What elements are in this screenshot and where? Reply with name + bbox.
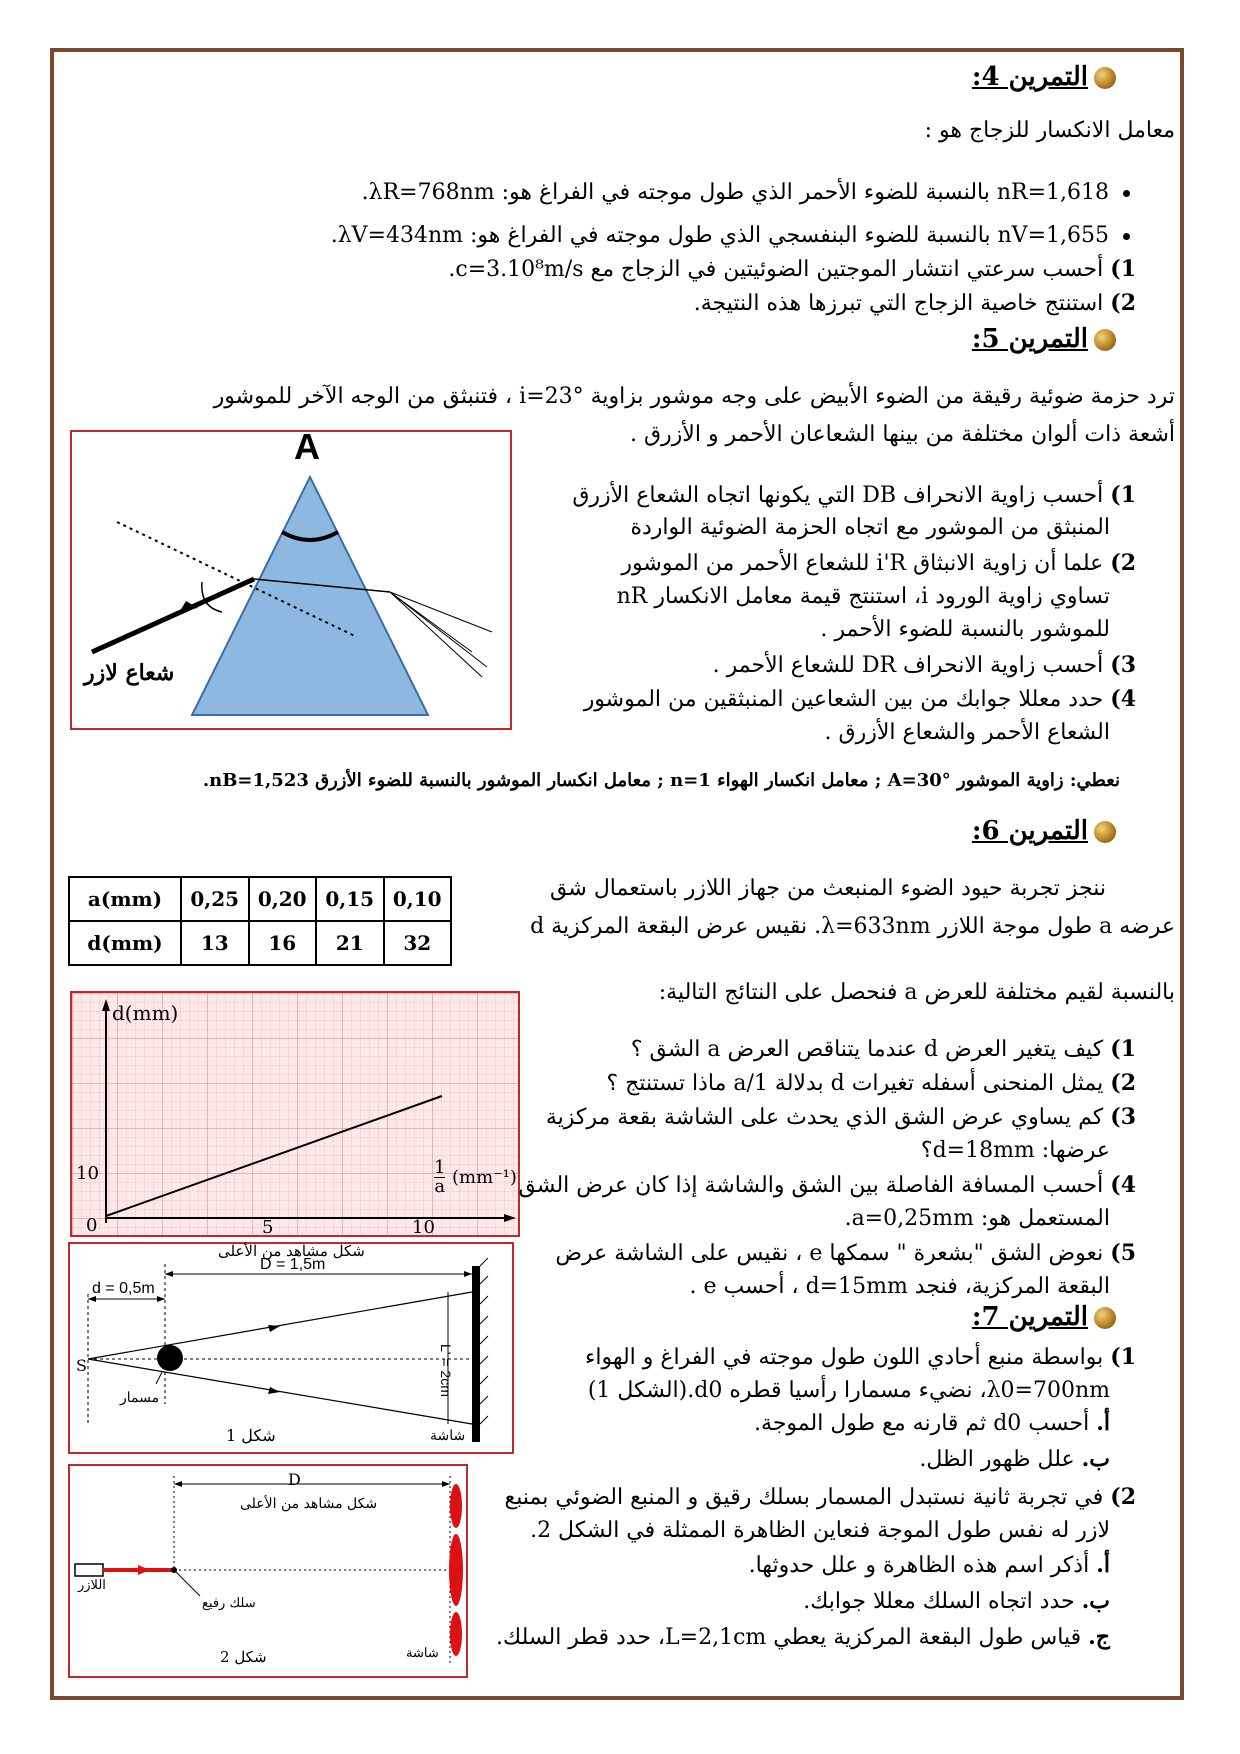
graph-xlabel-unit: (mm⁻¹) [452, 1167, 517, 1188]
graph-xtick-0: 0 [86, 1215, 98, 1236]
table-head-d: d(mm) [69, 921, 181, 965]
table-cell: 32 [384, 921, 452, 965]
ex7-q2-a: أ. أذكر اسم هذه الظاهرة و علل حدوثها. [748, 1552, 1110, 1578]
fig2-laser-label: اللازر [78, 1578, 106, 1593]
ex4-title: التمرين 4: [972, 62, 1116, 92]
fig2-D-label: D [288, 1470, 301, 1489]
ex5-para-1: ترد حزمة ضوئية رقيقة من الضوء الأبيض على وجه موشور بزاوية i=23° ، فتنبثق من الوجه الآخر للموشور [213, 384, 1175, 409]
graph-xtick-10: 10 [412, 1217, 435, 1238]
graph-xlabel-fraction: 1 a [434, 1157, 446, 1197]
ex7-q2-c: ج. قياس طول البقعة المركزية يعطي L=2,1cm، حدد قطر السلك. [496, 1624, 1110, 1650]
graph-figure [70, 991, 520, 1237]
table-row [69, 877, 451, 921]
fig1-nail-label: مسمار [120, 1390, 160, 1406]
bullet-dot-icon [1123, 190, 1130, 197]
ex7-q2-line1: 2) في تجربة ثانية نستبدل المسمار بسلك رقيق و المنبع الضوئي بمنبع [504, 1484, 1136, 1510]
fig1-L-label: L' = 2cm [438, 1344, 454, 1397]
ex5-q2-line2: تساوي زاوية الورود i، استنتج قيمة معامل الانكسار nR [616, 584, 1110, 609]
ex6-q5-line2: البقعة المركزية، فنجد d=15mm ، أحسب e . [689, 1274, 1110, 1299]
ex7-q1-line2: λ0=700nm، نضيء مسمارا رأسيا قطره d0.(الشكل 1) [587, 1378, 1110, 1403]
table-cell: 0,25 [181, 877, 249, 921]
ex7-q1-line1: 1) بواسطة منبع أحادي اللون طول موجته في الفراغ و الهواء [585, 1344, 1136, 1370]
ex6-q2: 2) يمثل المنحنى أسفله تغيرات d بدلالة 1/a ماذا تستنتج ؟ [606, 1070, 1136, 1096]
ex6-para-3: بالنسبة لقيم مختلفة للعرض a فنحصل على النتائج التالية: [658, 980, 1175, 1005]
table-cell: 13 [181, 921, 249, 965]
fig1-d-label: d = 0,5m [92, 1280, 155, 1297]
ex4-bullet-1: nR=1,618 بالنسبة للضوء الأحمر الذي طول موجته في الفراغ هو: λR=768nm. [362, 180, 1130, 205]
graph-ylabel: d(mm) [112, 1001, 179, 1025]
fig1-D-label: D = 1,5m [260, 1256, 326, 1273]
ex5-q1-line2: المنبثق من الموشور مع اتجاه الحزمة الضوئية الواردة [630, 515, 1110, 540]
ex5-q2-line3: للموشور بالنسبة للضوء الأحمر . [820, 617, 1110, 642]
ex6-para-1: ننجز تجربة حيود الضوء المنبعث من جهاز اللازر باستعمال شق [550, 876, 1106, 901]
fig1-caption: شكل 1 [226, 1426, 276, 1445]
ex5-given: نعطي: زاوية الموشور A=30° ; معامل انكسار الهواء n=1 ; معامل انكسار الموشور بالنسبة للضوء الأزرق nB=1,523. [202, 770, 1120, 791]
figure-2 [68, 1464, 468, 1678]
bullet-ball-icon [1094, 67, 1116, 89]
table-cell: 16 [249, 921, 317, 965]
table-cell: 0,20 [249, 877, 317, 921]
ex7-title: التمرين 7: [972, 1302, 1116, 1332]
ex6-q5-line1: 5) نعوض الشق "بشعرة " سمكها e ، نقيس على الشاشة عرض [555, 1240, 1136, 1266]
figure-1 [68, 1242, 514, 1454]
ex6-q3-line2: عرضها: d=18mm؟ [920, 1138, 1110, 1163]
fig2-screen-label: شاشة [406, 1646, 439, 1661]
table-row [69, 921, 451, 965]
prism-apex-label: A [294, 426, 320, 467]
fig2-caption: شكل 2 [220, 1648, 267, 1666]
graph-ytick-10: 10 [76, 1163, 99, 1184]
bullet-ball-icon [1094, 821, 1116, 843]
ex6-q4-line2: المستعمل هو: a=0,25mm. [844, 1206, 1110, 1231]
ex5-q1-line1: 1) أحسب زاوية الانحراف DB التي يكونها اتجاه الشعاع الأزرق [572, 482, 1136, 508]
graph-xtick-5: 5 [262, 1217, 274, 1238]
bullet-ball-icon [1094, 1307, 1116, 1329]
ex4-bullet-2: nV=1,655 بالنسبة للضوء البنفسجي الذي طول موجته في الفراغ هو: λV=434nm. [331, 223, 1130, 248]
fig1-screen-label: شاشة [430, 1428, 466, 1444]
ex4-q2: 2) استنتج خاصية الزجاج التي تبرزها هذه النتيجة. [693, 290, 1136, 316]
ex7-q2-b: ب. حدد اتجاه السلك معللا جوابك. [803, 1588, 1110, 1614]
ex6-q3-line1: 3) كم يساوي عرض الشق الذي يحدث على الشاشة بقعة مركزية [545, 1104, 1136, 1130]
graph-grid [72, 993, 518, 1235]
laser-ray-label: شعاع لازر [84, 660, 175, 686]
fig1-title: شكل مشاهد من الأعلى [218, 1242, 365, 1260]
table-cell: 0,15 [316, 877, 384, 921]
ex4-q1: 1) أحسب سرعتي انتشار الموجتين الضوئيتين في الزجاج مع c=3.10⁸m/s. [448, 256, 1136, 282]
ex5-title: التمرين 5: [972, 324, 1116, 354]
table-head-a: a(mm) [69, 877, 181, 921]
ex5-q3: 3) أحسب زاوية الانحراف DR للشعاع الأحمر . [712, 652, 1136, 678]
ex7-q1-b: ب. علل ظهور الظل. [919, 1446, 1110, 1472]
fig1-source-label: S [76, 1356, 87, 1375]
prism-figure [70, 426, 512, 730]
ex5-para-2: أشعة ذات ألوان مختلفة من بينها الشعاعان الأحمر و الأزرق . [629, 422, 1175, 447]
ex6-q1: 1) كيف يتغير العرض d عندما يتناقص العرض a الشق ؟ [630, 1036, 1136, 1062]
data-table [68, 876, 452, 966]
ex7-q2-line2: لازر له نفس طول الموجة فنعاين الظاهرة الممثلة في الشكل 2. [530, 1518, 1110, 1543]
ex6-title: التمرين 6: [972, 816, 1116, 846]
ex5-q2-line1: 2) علما أن زاوية الانبثاق i'R للشعاع الأحمر من الموشور [621, 550, 1136, 576]
fig2-wire-label: سلك رفيع [202, 1596, 256, 1611]
ex6-q4-line1: 4) أحسب المسافة الفاصلة بين الشق والشاشة إذا كان عرض الشق [518, 1172, 1136, 1198]
ex4-intro: معامل الانكسار للزجاج هو : [924, 118, 1175, 143]
ex5-q4-line2: الشعاع الأحمر والشعاع الأزرق . [824, 720, 1110, 745]
bullet-dot-icon [1123, 233, 1130, 240]
bullet-ball-icon [1094, 329, 1116, 351]
fig2-title: شكل مشاهد من الأعلى [240, 1496, 378, 1512]
table-cell: 21 [316, 921, 384, 965]
table-cell: 0,10 [384, 877, 452, 921]
ex6-para-2: عرضه a طول موجة اللازر λ=633nm. نقيس عرض البقعة المركزية d [530, 914, 1175, 939]
ex5-q4-line1: 4) حدد معللا جوابك من بين الشعاعين المنبثقين من الموشور [583, 686, 1136, 712]
ex7-q1-a: أ. أحسب d0 ثم قارنه مع طول الموجة. [754, 1410, 1110, 1436]
